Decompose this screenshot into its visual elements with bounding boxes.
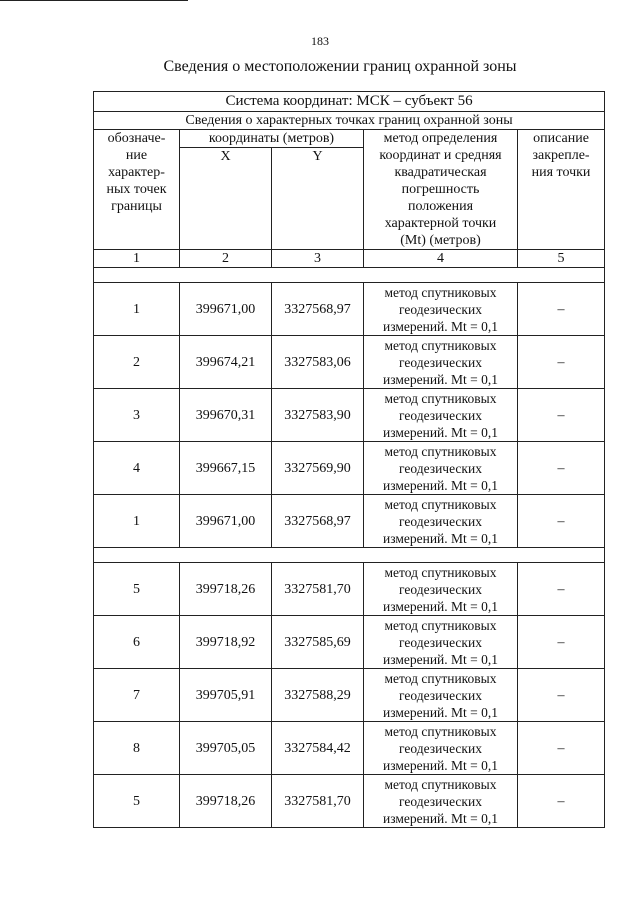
cell-description: –	[518, 389, 605, 442]
column-number: 4	[364, 250, 518, 268]
cell-point: 5	[94, 775, 180, 828]
cell-x: 399718,26	[180, 775, 272, 828]
cell-point: 6	[94, 616, 180, 669]
header-description: описание закрепле- ния точки	[518, 130, 605, 250]
cell-y: 3327585,69	[272, 616, 364, 669]
cell-method: метод спутниковых геодезических измерений. Mt = 0,1	[364, 336, 518, 389]
cell-point: 1	[94, 283, 180, 336]
page-number: 183	[311, 34, 329, 48]
cell-x: 399705,05	[180, 722, 272, 775]
cell-x: 399674,21	[180, 336, 272, 389]
cell-method: метод спутниковых геодезических измерений. Mt = 0,1	[364, 669, 518, 722]
cell-x: 399667,15	[180, 442, 272, 495]
cell-x: 399670,31	[180, 389, 272, 442]
cell-method: метод спутниковых геодезических измерений. Mt = 0,1	[364, 442, 518, 495]
cell-description: –	[518, 442, 605, 495]
cell-point: 2	[94, 336, 180, 389]
cell-x: 399671,00	[180, 495, 272, 548]
header-coordinates: координаты (метров)	[180, 130, 364, 148]
cell-y: 3327569,90	[272, 442, 364, 495]
table-row	[94, 495, 605, 548]
cell-description: –	[518, 775, 605, 828]
header-point-designation: обозначе- ние характер- ных точек границы	[94, 130, 180, 250]
cell-description: –	[518, 563, 605, 616]
cell-description: –	[518, 616, 605, 669]
cell-y: 3327581,70	[272, 775, 364, 828]
table-row	[94, 563, 605, 616]
header-method: метод определения координат и средняя квадратическая погрешность положения характерной точки (Mt) (метров)	[364, 130, 518, 250]
document-heading: Сведения о местоположении границ охранной зоны	[163, 58, 517, 75]
boundary-points-table	[93, 91, 605, 828]
cell-y: 3327583,90	[272, 389, 364, 442]
header-y: Y	[272, 148, 364, 250]
cell-method: метод спутниковых геодезических измерений. Mt = 0,1	[364, 775, 518, 828]
cell-x: 399718,92	[180, 616, 272, 669]
cell-point: 3	[94, 389, 180, 442]
cell-description: –	[518, 336, 605, 389]
table-row	[94, 336, 605, 389]
cell-method: метод спутниковых геодезических измерений. Mt = 0,1	[364, 495, 518, 548]
table-subtitle: Сведения о характерных точках границ охранной зоны	[94, 112, 605, 130]
cell-x: 399705,91	[180, 669, 272, 722]
cell-description: –	[518, 669, 605, 722]
cell-point: 5	[94, 563, 180, 616]
cell-x: 399671,00	[180, 283, 272, 336]
cell-y: 3327568,97	[272, 495, 364, 548]
cell-description: –	[518, 283, 605, 336]
cell-point: 8	[94, 722, 180, 775]
contour-separator	[94, 268, 605, 283]
table-row	[94, 722, 605, 775]
cell-method: метод спутниковых геодезических измерений. Mt = 0,1	[364, 616, 518, 669]
coordinate-system-title: Система координат: МСК – субъект 56	[94, 92, 605, 112]
cell-y: 3327584,42	[272, 722, 364, 775]
cell-y: 3327583,06	[272, 336, 364, 389]
cell-y: 3327568,97	[272, 283, 364, 336]
cell-method: метод спутниковых геодезических измерений. Mt = 0,1	[364, 283, 518, 336]
column-number: 5	[518, 250, 605, 268]
cell-description: –	[518, 722, 605, 775]
cell-point: 4	[94, 442, 180, 495]
header-x: X	[180, 148, 272, 250]
cell-point: 1	[94, 495, 180, 548]
cell-description: –	[518, 495, 605, 548]
cell-method: метод спутниковых геодезических измерений. Mt = 0,1	[364, 722, 518, 775]
column-number: 1	[94, 250, 180, 268]
corner-rule	[0, 0, 188, 1]
cell-x: 399718,26	[180, 563, 272, 616]
cell-y: 3327581,70	[272, 563, 364, 616]
table-row	[94, 616, 605, 669]
column-number: 2	[180, 250, 272, 268]
contour-separator	[94, 548, 605, 563]
cell-y: 3327588,29	[272, 669, 364, 722]
table-row	[94, 775, 605, 828]
cell-method: метод спутниковых геодезических измерений. Mt = 0,1	[364, 563, 518, 616]
table-row	[94, 389, 605, 442]
table-row	[94, 283, 605, 336]
column-number: 3	[272, 250, 364, 268]
cell-method: метод спутниковых геодезических измерений. Mt = 0,1	[364, 389, 518, 442]
table-row	[94, 442, 605, 495]
table-row	[94, 669, 605, 722]
cell-point: 7	[94, 669, 180, 722]
